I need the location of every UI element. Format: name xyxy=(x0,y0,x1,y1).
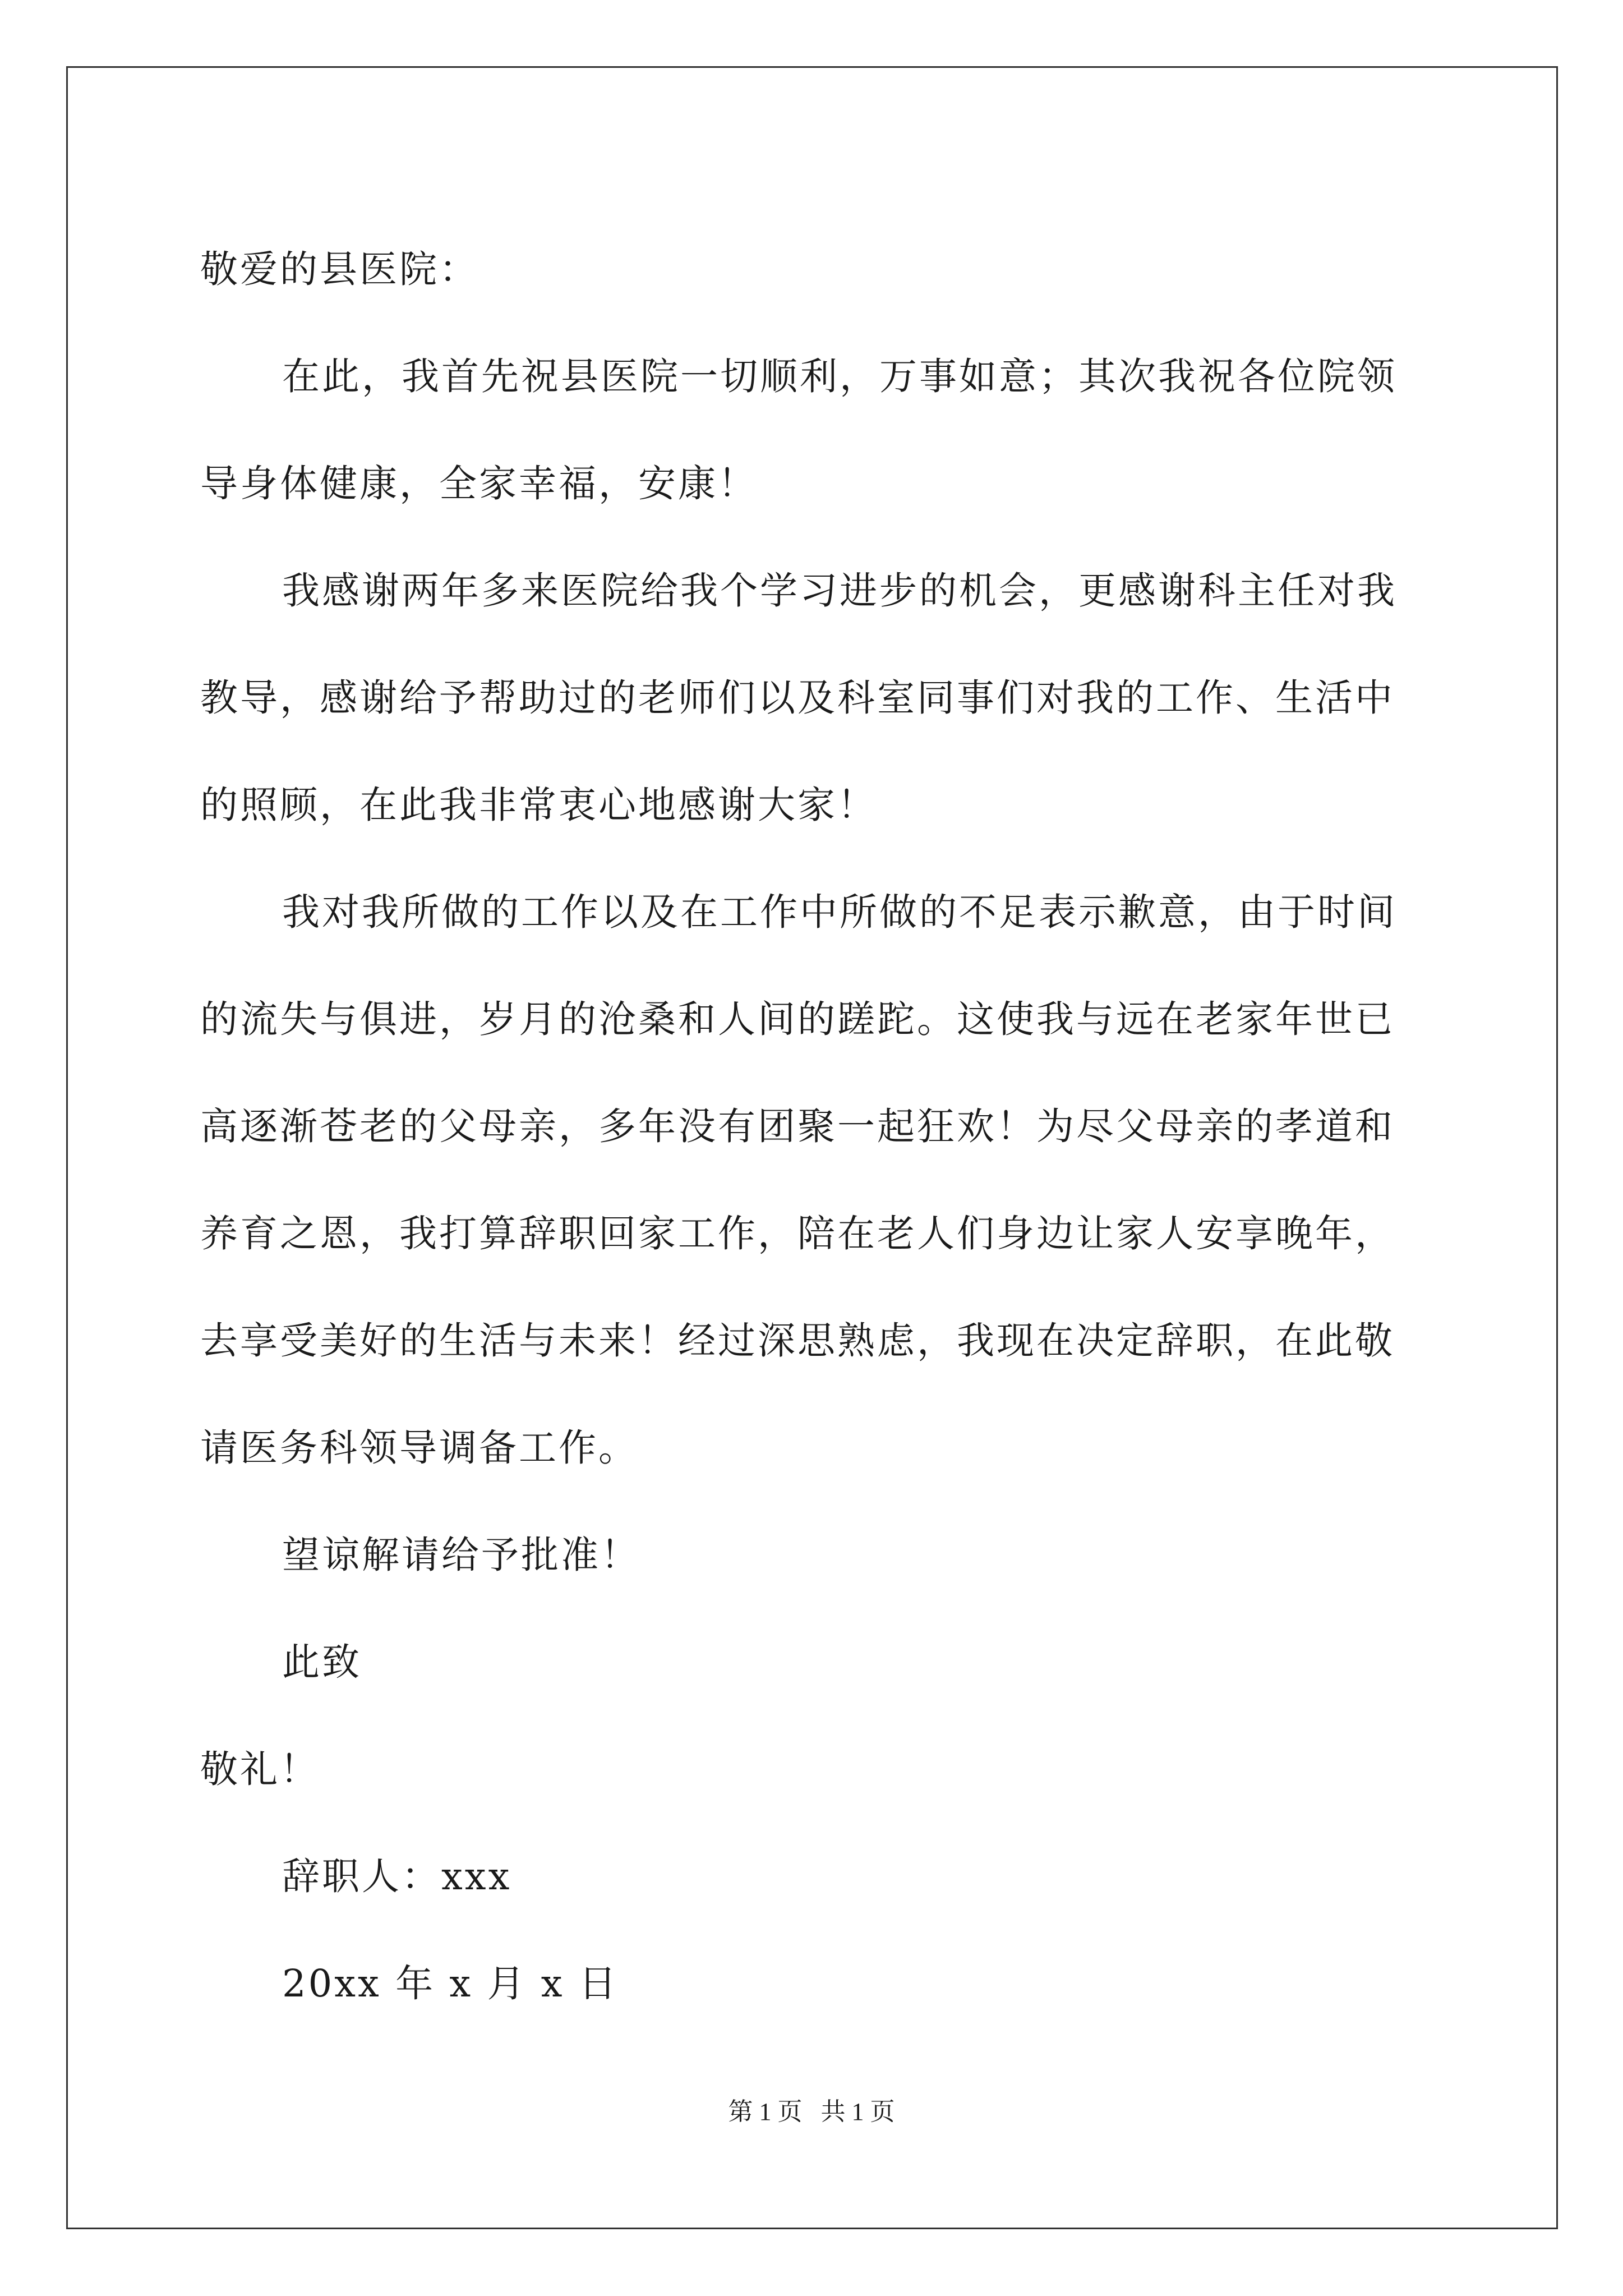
closing: 敬礼！ xyxy=(200,1747,320,1791)
paragraph-line: 请医务科领导调备工作。 xyxy=(200,1426,638,1470)
paragraph-line: 高逐渐苍老的父母亲，多年没有团聚一起狂欢！为尽父母亲的孝道和 xyxy=(200,1105,1395,1148)
paragraph-line: 我感谢两年多来医院给我个学习进步的机会，更感谢科主任对我 xyxy=(282,569,1397,613)
cizhi-line: 此致 xyxy=(282,1640,362,1684)
paragraph-line: 养育之恩，我打算辞职回家工作，陪在老人们身边让家人安享晚年， xyxy=(200,1212,1395,1255)
paragraph-line: 教导，感谢给予帮助过的老师们以及科室同事们对我的工作、生活中 xyxy=(200,676,1395,720)
signature: 辞职人：xxx xyxy=(282,1855,512,1898)
paragraph-line: 在此，我首先祝县医院一切顺利，万事如意；其次我祝各位院领 xyxy=(282,355,1397,398)
paragraph-line: 导身体健康，全家幸福，安康！ xyxy=(200,462,758,505)
letter-body xyxy=(200,216,1431,2037)
paragraph-line: 的流失与俱进，岁月的沧桑和人间的蹉跎。这使我与远在老家年世已 xyxy=(200,997,1395,1041)
date: 20xx 年 x 月 x 日 xyxy=(282,1962,619,2005)
paragraph-line: 去享受美好的生活与未来！经过深思熟虑，我现在决定辞职，在此敬 xyxy=(200,1319,1395,1363)
request-line: 望谅解请给予批准！ xyxy=(282,1533,640,1577)
paragraph-line: 的照顾，在此我非常衷心地感谢大家！ xyxy=(200,783,877,827)
page-footer: 第 1 页 共 1 页 xyxy=(728,2098,895,2125)
paragraph-line: 我对我所做的工作以及在工作中所做的不足表示歉意，由于时间 xyxy=(282,890,1397,934)
salutation: 敬爱的县医院： xyxy=(200,247,479,291)
